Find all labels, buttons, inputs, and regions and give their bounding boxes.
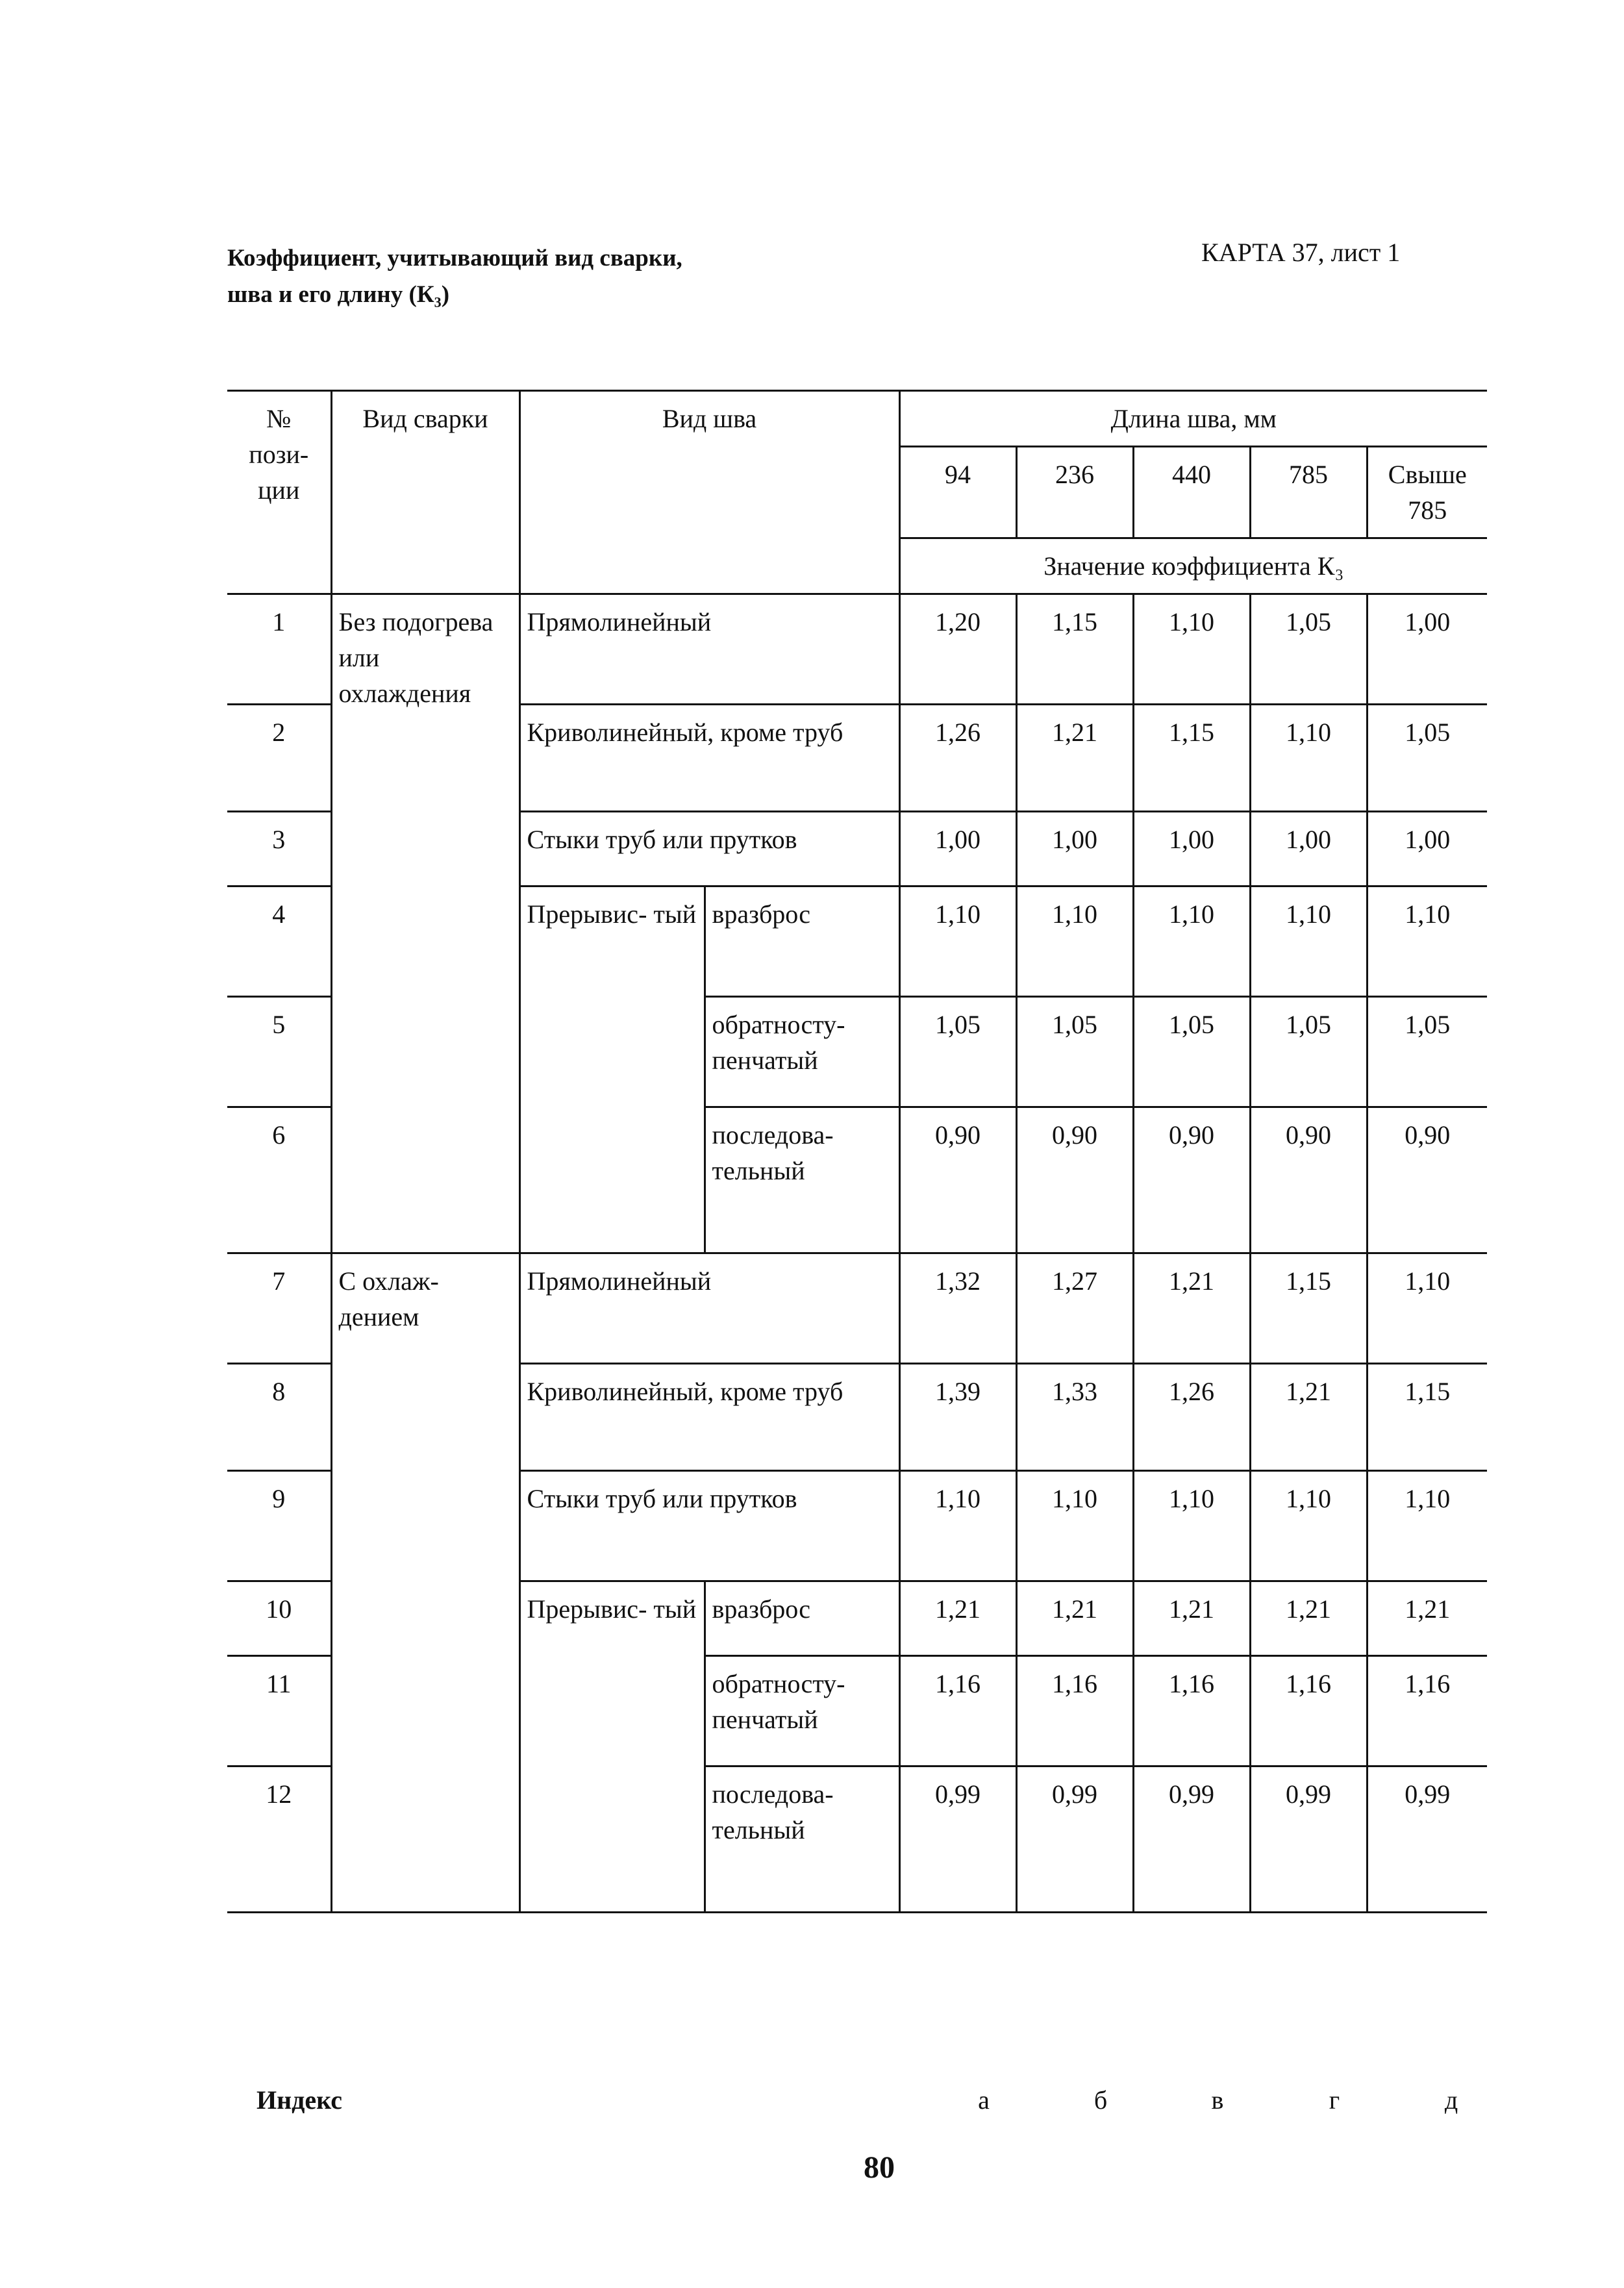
value-cell: 0,99 — [1016, 1766, 1133, 1913]
card-label: КАРТА 37, лист 1 — [1201, 238, 1401, 267]
length-over-785: Свыше 785 — [1367, 447, 1487, 538]
seam-type: Стыки труб или прутков — [519, 1471, 899, 1581]
value-cell: 1,32 — [899, 1253, 1016, 1364]
value-cell: 1,16 — [1367, 1656, 1487, 1766]
seam-type: Прямолинейный — [519, 594, 899, 705]
row-number: 5 — [227, 997, 331, 1107]
group-with-cooling: С охлаж- дением — [331, 1253, 519, 1913]
seam-type: Стыки труб или прутков — [519, 812, 899, 886]
value-cell: 1,26 — [899, 705, 1016, 812]
row-number: 7 — [227, 1253, 331, 1364]
value-cell: 0,99 — [1133, 1766, 1250, 1913]
row-number: 12 — [227, 1766, 331, 1913]
value-cell: 1,05 — [1367, 997, 1487, 1107]
value-cell: 1,10 — [1367, 886, 1487, 997]
header-title-line2: шва и его длину (К₃) — [227, 281, 450, 308]
seam-subtype: последова- тельный — [705, 1107, 899, 1253]
value-cell: 1,10 — [899, 886, 1016, 997]
row-number: 4 — [227, 886, 331, 997]
value-cell: 1,21 — [1016, 1581, 1133, 1656]
row-number: 10 — [227, 1581, 331, 1656]
value-cell: 1,00 — [1367, 812, 1487, 886]
value-cell: 1,33 — [1016, 1364, 1133, 1471]
value-cell: 1,26 — [1133, 1364, 1250, 1471]
value-cell: 1,00 — [1016, 812, 1133, 886]
page-number: 80 — [864, 2150, 895, 2185]
index-a: а — [978, 2085, 990, 2115]
value-cell: 1,16 — [1016, 1656, 1133, 1766]
group-no-heating: Без подогрева или охлаждения — [331, 594, 519, 1253]
seam-type: Прямолинейный — [519, 1253, 899, 1364]
value-cell: 1,05 — [1367, 705, 1487, 812]
value-cell: 0,99 — [899, 1766, 1016, 1913]
seam-subtype: обратносту- пенчатый — [705, 997, 899, 1107]
seam-type: Криволинейный, кроме труб — [519, 705, 899, 812]
value-cell: 0,99 — [1250, 1766, 1367, 1913]
value-cell: 1,10 — [1367, 1471, 1487, 1581]
index-d: д — [1444, 2085, 1458, 2115]
seam-subtype: последова- тельный — [705, 1766, 899, 1913]
index-b: б — [1093, 2085, 1108, 2115]
value-cell: 1,10 — [1133, 886, 1250, 997]
value-cell: 1,16 — [1250, 1656, 1367, 1766]
value-cell: 1,21 — [1250, 1581, 1367, 1656]
col-welding-header: Вид сварки — [331, 391, 519, 594]
value-cell: 1,15 — [1250, 1253, 1367, 1364]
seam-subtype: обратносту- пенчатый — [705, 1656, 899, 1766]
length-236: 236 — [1016, 447, 1133, 538]
value-cell: 0,99 — [1367, 1766, 1487, 1913]
seam-intermittent: Прерывис- тый — [519, 886, 705, 1253]
value-cell: 1,16 — [899, 1656, 1016, 1766]
row-number: 11 — [227, 1656, 331, 1766]
row-number: 6 — [227, 1107, 331, 1253]
col-position-header: № пози- ции — [227, 391, 331, 594]
coef-label: Значение коэффициента К₃ — [899, 538, 1487, 594]
coefficient-table — [227, 390, 1487, 1913]
value-cell: 1,00 — [1250, 812, 1367, 886]
value-cell: 1,21 — [1367, 1581, 1487, 1656]
value-cell: 1,10 — [1250, 705, 1367, 812]
value-cell: 1,21 — [899, 1581, 1016, 1656]
length-440: 440 — [1133, 447, 1250, 538]
row-number: 8 — [227, 1364, 331, 1471]
col-length-header: Длина шва, мм — [899, 391, 1487, 447]
value-cell: 1,00 — [899, 812, 1016, 886]
value-cell: 1,21 — [1133, 1581, 1250, 1656]
value-cell: 1,15 — [1133, 705, 1250, 812]
value-cell: 1,21 — [1250, 1364, 1367, 1471]
value-cell: 1,10 — [1367, 1253, 1487, 1364]
seam-type: Криволинейный, кроме труб — [519, 1364, 899, 1471]
value-cell: 1,39 — [899, 1364, 1016, 1471]
seam-intermittent: Прерывис- тый — [519, 1581, 705, 1913]
length-785: 785 — [1250, 447, 1367, 538]
seam-subtype: вразброс — [705, 886, 899, 997]
value-cell: 1,27 — [1016, 1253, 1133, 1364]
value-cell: 1,00 — [1367, 594, 1487, 705]
row-number: 1 — [227, 594, 331, 705]
value-cell: 1,21 — [1133, 1253, 1250, 1364]
value-cell: 1,05 — [899, 997, 1016, 1107]
seam-subtype: вразброс — [705, 1581, 899, 1656]
value-cell: 1,15 — [1016, 594, 1133, 705]
value-cell: 1,10 — [1016, 1471, 1133, 1581]
value-cell: 1,00 — [1133, 812, 1250, 886]
value-cell: 1,05 — [1250, 594, 1367, 705]
value-cell: 0,90 — [899, 1107, 1016, 1253]
value-cell: 1,10 — [1250, 886, 1367, 997]
row-number: 3 — [227, 812, 331, 886]
value-cell: 0,90 — [1250, 1107, 1367, 1253]
value-cell: 0,90 — [1133, 1107, 1250, 1253]
value-cell: 1,10 — [1133, 1471, 1250, 1581]
value-cell: 1,05 — [1016, 997, 1133, 1107]
value-cell: 1,10 — [1250, 1471, 1367, 1581]
value-cell: 0,90 — [1016, 1107, 1133, 1253]
value-cell: 1,10 — [1016, 886, 1133, 997]
row-number: 2 — [227, 705, 331, 812]
header-title — [227, 240, 682, 313]
value-cell: 0,90 — [1367, 1107, 1487, 1253]
value-cell: 1,15 — [1367, 1364, 1487, 1471]
value-cell: 1,20 — [899, 594, 1016, 705]
value-cell: 1,10 — [1133, 594, 1250, 705]
value-cell: 1,05 — [1250, 997, 1367, 1107]
length-94: 94 — [899, 447, 1016, 538]
index-v: в — [1211, 2085, 1224, 2115]
value-cell: 1,16 — [1133, 1656, 1250, 1766]
index-g: г — [1329, 2085, 1340, 2115]
col-seam-header: Вид шва — [519, 391, 899, 594]
row-number: 9 — [227, 1471, 331, 1581]
value-cell: 1,05 — [1133, 997, 1250, 1107]
index-label: Индекс — [256, 2085, 342, 2115]
value-cell: 1,21 — [1016, 705, 1133, 812]
value-cell: 1,10 — [899, 1471, 1016, 1581]
header-title-line1: Коэффициент, учитывающий вид сварки, — [227, 245, 682, 271]
